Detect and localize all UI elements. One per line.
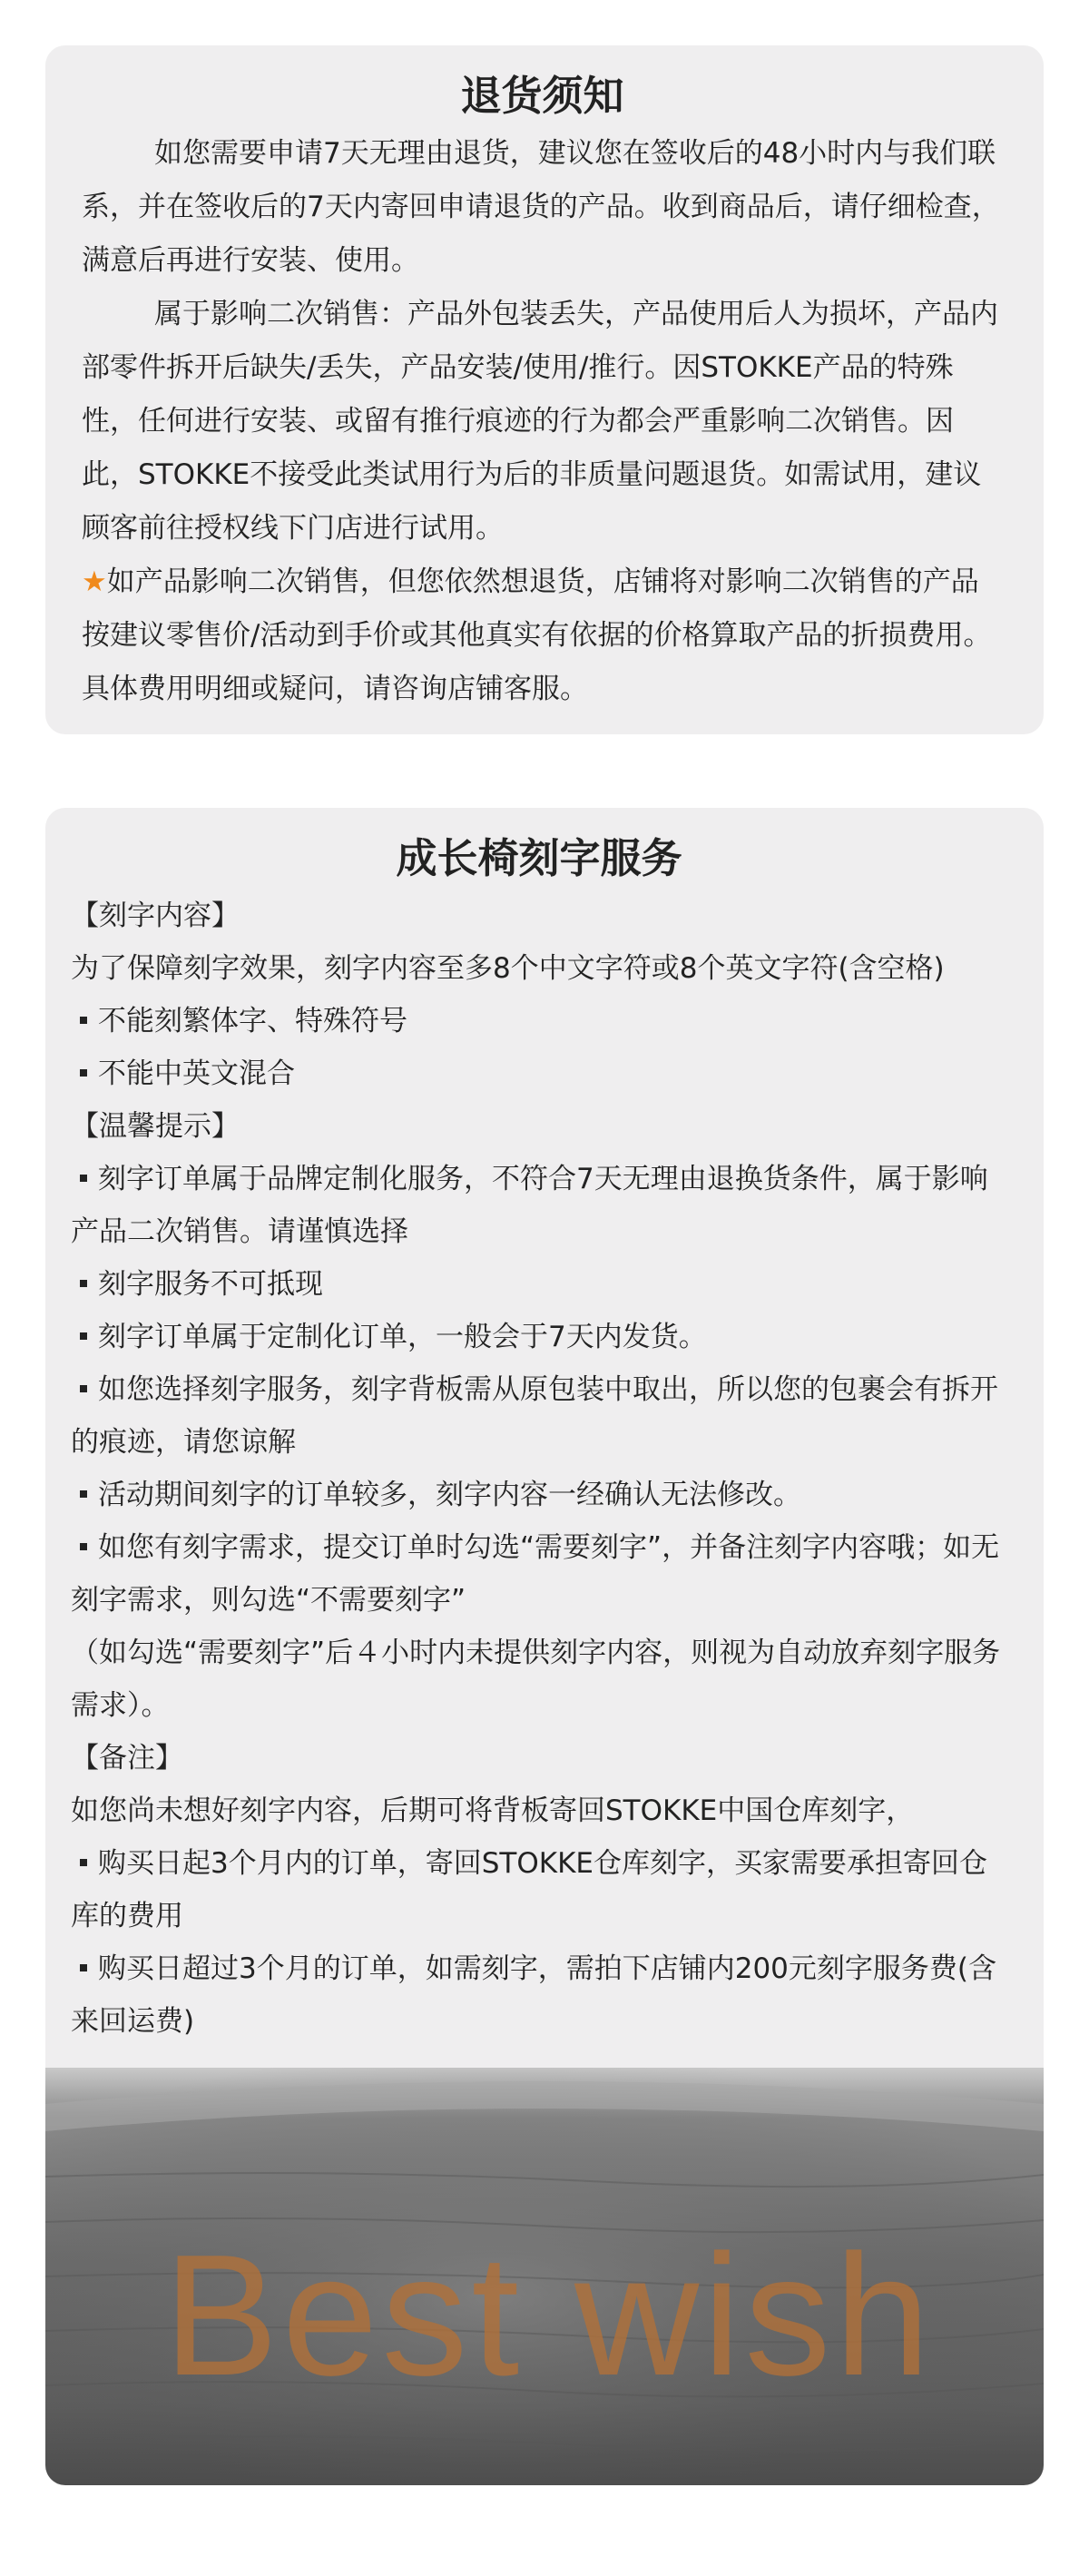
list-item: 购买日起3个月内的订单，寄回STOKKE仓库刻字，买家需要承担寄回仓库的费用 — [71, 1847, 987, 1932]
list-item: 如您有刻字需求，提交订单时勾选“需要刻字”，并备注刻字内容哦；如无刻字需求，则勾选“不需要刻字” — [71, 1531, 1000, 1617]
engraving-sample-svg — [45, 2068, 1044, 2485]
engrave-service-title: 成长椅刻字服务 — [396, 834, 682, 882]
engrave-service-body — [71, 890, 1007, 2048]
bullet-icon — [80, 1069, 87, 1077]
bullet-icon — [80, 1280, 87, 1287]
list-item: 不能刻繁体字、特殊符号 — [71, 995, 1007, 1047]
bullet-icon — [80, 1964, 87, 1971]
bullet-icon — [80, 1385, 87, 1392]
star-note-text: 如产品影响二次销售，但您依然想退货，店铺将对影响二次销售的产品按建议零售价/活动到手价或其他真实有依据的价格算取产品的折损费用。具体费用明细或疑问，请咨询店铺客服。 — [82, 565, 992, 705]
return-paragraph: 属于影响二次销售：产品外包装丢失，产品使用后人为损坏，产品内部零件拆开后缺失/丢失，产品安装/使用/推行。因STOKKE产品的特殊性，任何进行安装、或留有推行痕迹的行为都会严重影响二次销售。因此，STOKKE不接受此类试用行为后的非质量问题退货。如需试用，建议顾客前往授权线下门店进行试用。 — [82, 298, 998, 545]
bullet-icon — [80, 1017, 87, 1024]
remarks-intro: 如您尚未想好刻字内容，后期可将背板寄回STOKKE中国仓库刻字， — [71, 1794, 915, 1827]
section-header: 【温馨提示】 — [71, 1110, 240, 1143]
engrave-service-card — [45, 808, 1044, 2485]
list-item: 刻字订单属于品牌定制化服务，不符合7天无理由退换货条件，属于影响产品二次销售。请谨慎选择 — [71, 1163, 988, 1248]
list-item: 不能中英文混合 — [71, 1047, 1007, 1100]
list-item: 如您选择刻字服务，刻字背板需从原包装中取出，所以您的包裹会有拆开的痕迹，请您谅解 — [71, 1373, 998, 1459]
section-header: 【备注】 — [71, 1742, 183, 1775]
engraved-text: Best wish — [163, 2219, 935, 2412]
list-item: 刻字服务不可抵现 — [71, 1258, 1007, 1311]
bullet-icon — [80, 1543, 87, 1550]
list-item: 刻字订单属于定制化订单，一般会于7天内发货。 — [71, 1311, 1007, 1363]
bullet-icon — [80, 1332, 87, 1340]
return-notice-title: 退货须知 — [460, 72, 624, 120]
return-notice-card — [45, 45, 1044, 734]
return-paragraph: 如您需要申请7天无理由退货，建议您在签收后的48小时内与我们联系，并在签收后的7天内寄回申请退货的产品。收到商品后，请仔细检查，满意后再进行安装、使用。 — [82, 137, 1000, 277]
content-intro: 为了保障刻字效果，刻字内容至多8个中文字符或8个英文字符(含空格) — [71, 952, 945, 985]
bullet-icon — [80, 1859, 87, 1866]
star-icon: ★ — [82, 565, 107, 598]
star-note — [82, 556, 1003, 716]
section-header: 【刻字内容】 — [71, 900, 240, 932]
bullet-icon — [80, 1175, 87, 1182]
tips-note: （如勾选“需要刻字”后４小时内未提供刻字内容，则视为自动放弃刻字服务需求）。 — [71, 1637, 1001, 1722]
bullet-icon — [80, 1490, 87, 1498]
list-item: 购买日超过3个月的订单，如需刻字，需拍下店铺内200元刻字服务费(含来回运费) — [71, 1952, 996, 2038]
list-item: 活动期间刻字的订单较多，刻字内容一经确认无法修改。 — [71, 1469, 1007, 1521]
engraving-sample-image — [45, 2068, 1044, 2485]
